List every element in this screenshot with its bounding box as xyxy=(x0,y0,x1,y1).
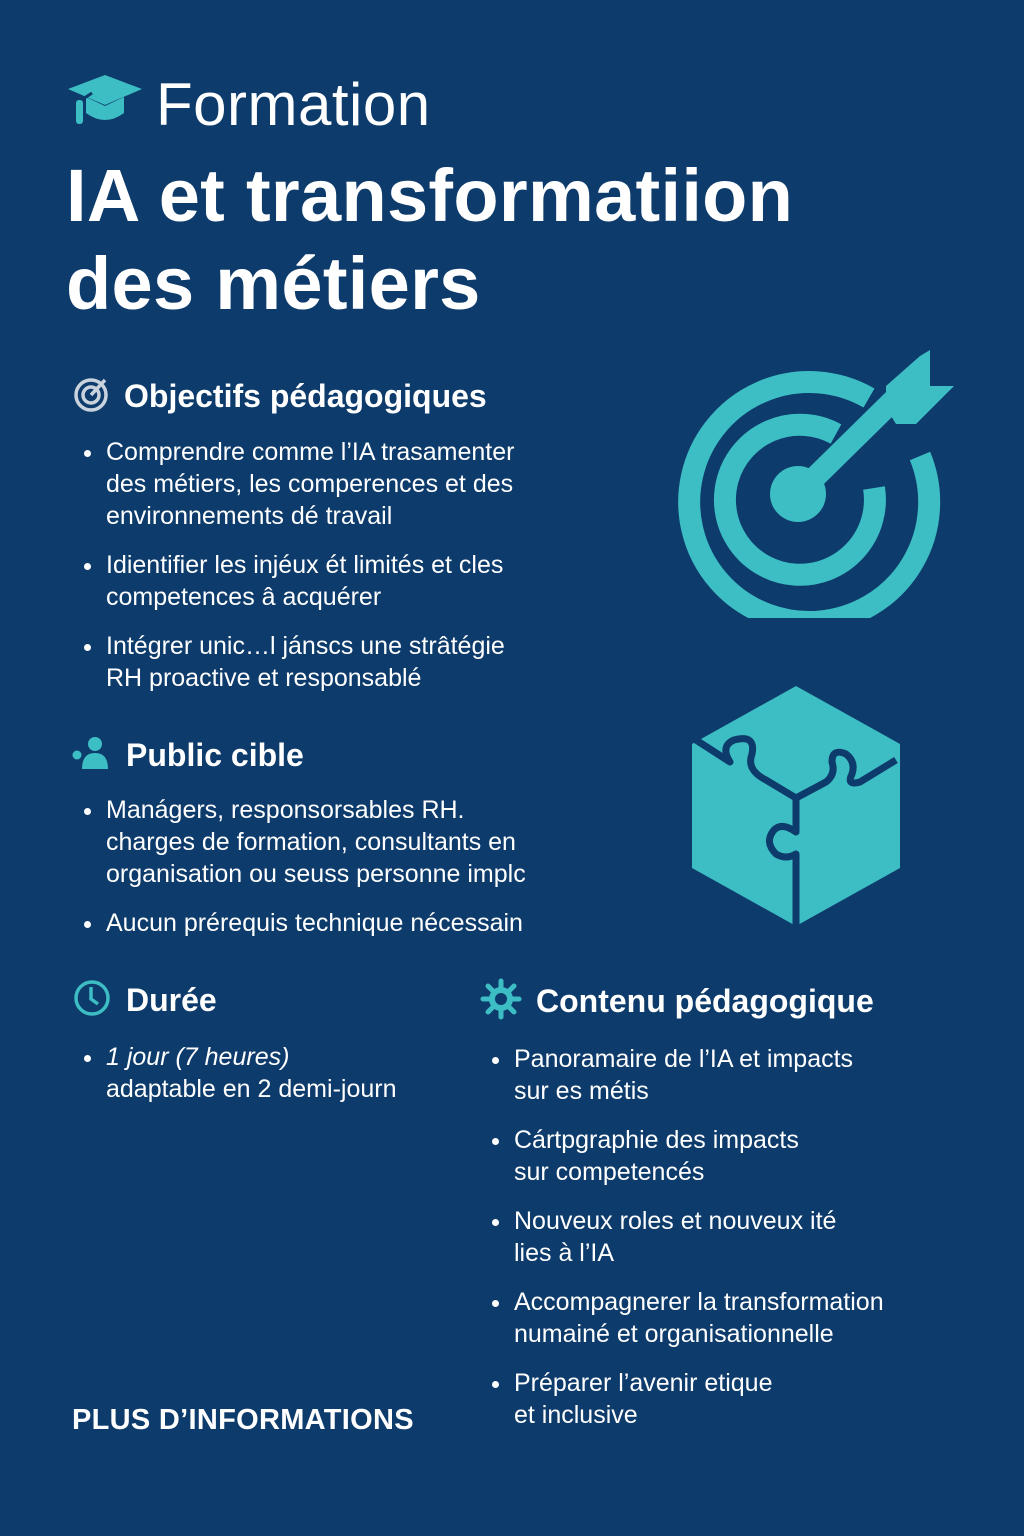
objectifs-list xyxy=(72,436,632,694)
duree-heading: Durée xyxy=(72,978,462,1023)
kicker-text: Formation xyxy=(156,71,431,138)
list-item: Accompagnerer la transformation numainé et organisationnelle xyxy=(480,1286,980,1350)
page-title xyxy=(66,152,793,328)
clock-icon xyxy=(72,978,112,1023)
section-contenu xyxy=(480,978,980,1448)
contenu-list xyxy=(480,1043,980,1431)
more-info-link[interactable]: PLUS D’INFORMATIONS xyxy=(72,1404,414,1436)
list-item: Cártpgraphie des impacts sur competencés xyxy=(480,1124,980,1188)
list-item: Préparer l’avenir etique et inclusive xyxy=(480,1367,980,1431)
section-duree xyxy=(72,978,462,1122)
list-item: Nouveux roles et nouveux ité lies à l’IA xyxy=(480,1205,980,1269)
public-heading: Public cible xyxy=(72,735,632,776)
list-item: Aucun prérequis technique nécessain xyxy=(72,907,632,939)
public-list xyxy=(72,794,632,939)
puzzle-cube-illustration xyxy=(686,682,906,933)
list-item: Comprendre comme l’IA trasamenter des métiers, les comperences et des environnements dé travail xyxy=(72,436,632,532)
users-icon xyxy=(72,735,112,776)
contenu-heading: Contenu pédagogique xyxy=(480,978,980,1025)
section-public xyxy=(72,735,632,956)
list-item: Panoramaire de l’IA et impacts sur es métis xyxy=(480,1043,980,1107)
objectifs-heading: Objectifs pédagogiques xyxy=(72,375,632,418)
gear-icon xyxy=(480,978,522,1025)
list-item: Idientifier les injéux ét limités et cles competences â acquérer xyxy=(72,549,632,613)
title-line-2: des métiers xyxy=(66,242,481,325)
list-item: Intégrer unic…l jánscs une strâtégie RH proactive et responsablé xyxy=(72,630,632,694)
title-line-1: IA et transformatiion xyxy=(66,154,794,237)
graduation-cap-icon xyxy=(66,73,144,136)
target-icon xyxy=(72,375,110,418)
kicker xyxy=(66,70,431,139)
target-arrow-illustration xyxy=(664,348,954,623)
list-item: Manágers, responsorsables RH. charges de formation, consultants en organisation ou seuss personne implc xyxy=(72,794,632,890)
section-objectifs xyxy=(72,375,632,711)
list-item: 1 jour (7 heures) adaptable en 2 demi-journ xyxy=(72,1041,462,1105)
duree-list xyxy=(72,1041,462,1105)
